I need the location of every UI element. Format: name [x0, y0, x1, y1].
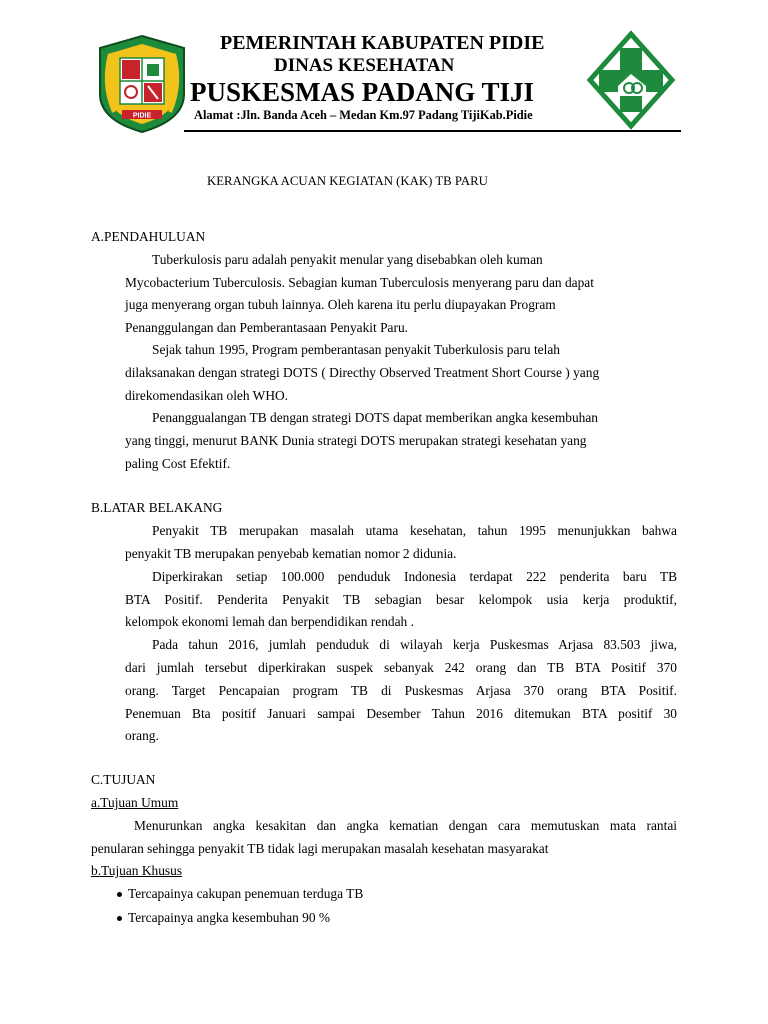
paragraph-line: paling Cost Efektif.: [125, 456, 231, 471]
paragraph-line: penularan sehingga penyakit TB tidak lagi merupakan masalah kesehatan masyarakat: [91, 841, 549, 856]
paragraph-line: yang tinggi, menurut BANK Dunia strategi DOTS merupakan strategi kesehatan yang: [125, 433, 587, 448]
logo-label: PIDIE: [132, 112, 152, 120]
section-a-heading: A.PENDAHULUAN: [91, 229, 206, 244]
section-b-heading: B.LATAR BELAKANG: [91, 500, 223, 515]
bullet-icon: [117, 916, 122, 921]
paragraph-line: BTA Positif. Penderita Penyakit TB sebagian besar kelompok usia kerja produktif,: [125, 592, 677, 607]
subheading-tujuan-umum: a.Tujuan Umum: [91, 795, 179, 810]
paragraph-line: orang.: [125, 728, 159, 743]
header-line-1: PEMERINTAH KABUPATEN PIDIE: [220, 32, 545, 54]
paragraph-line: Penanggualangan TB dengan strategi DOTS dapat memberikan angka kesembuhan: [152, 410, 598, 425]
paragraph-line: dilaksanakan dengan strategi DOTS ( Directhy Observed Treatment Short Course ) yang: [125, 365, 600, 380]
paragraph-line: Tuberkulosis paru adalah penyakit menular yang disebabkan oleh kuman: [152, 252, 543, 267]
paragraph-line: direkomendasikan oleh WHO.: [125, 388, 289, 403]
paragraph-line: dari jumlah tersebut diperkirakan suspek sebanyak 242 orang dan TB BTA Positif 370: [125, 660, 677, 675]
paragraph-line: Penyakit TB merupakan masalah utama kesehatan, tahun 1995 menunjukkan bahwa: [152, 523, 677, 538]
list-item-text: Tercapainya angka kesembuhan 90 %: [128, 910, 331, 925]
paragraph-line: penyakit TB merupakan penyebab kematian nomor 2 didunia.: [125, 546, 457, 561]
header-address: Alamat :Jln. Banda Aceh – Medan Km.97 Padang TijiKab.Pidie: [194, 108, 533, 122]
paragraph-line: Penanggulangan dan Pemberantasaan Penyakit Paru.: [125, 320, 408, 335]
paragraph-line: Pada tahun 2016, jumlah penduduk di wilayah kerja Puskesmas Arjasa 83.503 jiwa,: [152, 637, 677, 652]
header-line-2: DINAS KESEHATAN: [274, 55, 455, 76]
paragraph-line: Menurunkan angka kesakitan dan angka kematian dengan cara memutuskan mata rantai: [134, 818, 677, 833]
paragraph-line: Diperkirakan setiap 100.000 penduduk Indonesia terdapat 222 penderita baru TB: [152, 569, 677, 584]
header-line-3: PUSKESMAS PADANG TIJI: [190, 77, 535, 107]
paragraph-line: kelompok ekonomi lemah dan berpendidikan rendah .: [125, 614, 414, 629]
paragraph-line: Mycobacterium Tuberculosis. Sebagian kuman Tuberculosis menyerang paru dan dapat: [125, 275, 594, 290]
paragraph-line: Penemuan Bta positif Januari sampai Desember Tahun 2016 ditemukan BTA positif 30: [125, 706, 677, 721]
list-item-text: Tercapainya cakupan penemuan terduga TB: [128, 886, 364, 901]
paragraph-line: Sejak tahun 1995, Program pemberantasan penyakit Tuberkulosis paru telah: [152, 342, 560, 357]
subheading-tujuan-khusus: b.Tujuan Khusus: [91, 863, 183, 878]
puskesmas-logo: [586, 30, 676, 130]
header-rule: [184, 130, 681, 132]
pidie-regency-logo: [96, 34, 188, 134]
paragraph-line: juga menyerang organ tubuh lainnya. Oleh karena itu perlu diupayakan Program: [125, 297, 556, 312]
document-title: KERANGKA ACUAN KEGIATAN (KAK) TB PARU: [207, 174, 488, 188]
paragraph-line: orang. Target Pencapaian program TB di Puskesmas Arjasa 370 orang BTA Positif.: [125, 683, 677, 698]
bullet-icon: [117, 892, 122, 897]
section-c-heading: C.TUJUAN: [91, 772, 156, 787]
